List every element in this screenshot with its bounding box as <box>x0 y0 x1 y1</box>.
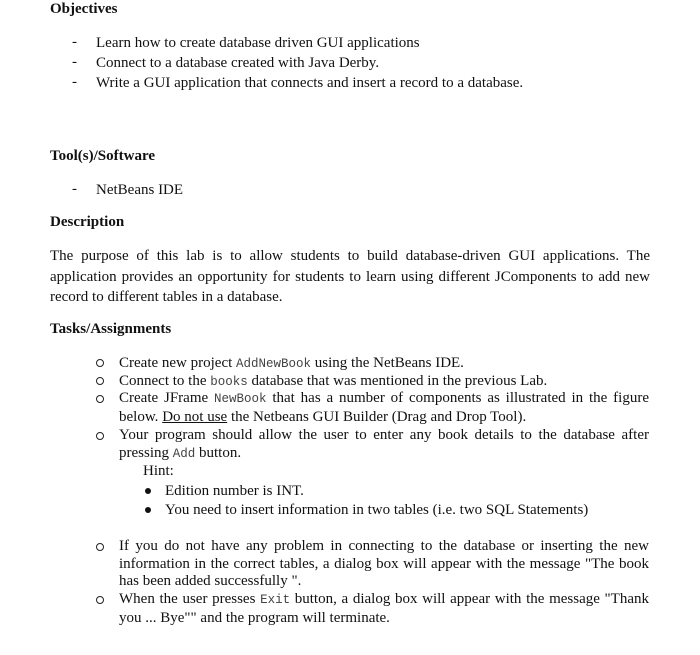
tools-heading: Tool(s)/Software <box>50 148 155 164</box>
code-add-button: Add <box>172 446 196 461</box>
code-database-name: books <box>210 375 248 389</box>
circle-bullet <box>96 543 104 551</box>
objective-item: Write a GUI application that connects and insert a record to a database. <box>96 75 524 91</box>
task-item-5: If you do not have any problem in connecting to the database or inserting the new information in the correct tables, a dialog box will appear with the message "The book has been added successfully ". <box>119 538 649 589</box>
circle-bullet <box>96 596 104 604</box>
circle-bullet <box>96 395 104 403</box>
circle-bullet <box>96 377 104 385</box>
task-item-6: When the user presses Exit button, a dialog box will appear with the message "Thank you ... Bye"" and the program will terminate. <box>119 591 649 626</box>
objective-item: Connect to a database created with Java Derby. <box>96 55 380 71</box>
dash-bullet: - <box>72 54 77 70</box>
tool-item: NetBeans IDE <box>96 182 184 198</box>
description-paragraph: The purpose of this lab is to allow students to build database-driven GUI applications. The application provides an opportunity for students to learn using different JComponents to add new record to different tables in a database. <box>50 248 650 305</box>
dash-bullet: - <box>72 34 77 50</box>
code-exit-button: Exit <box>260 593 291 607</box>
task-item-1: Create new project AddNewBook using the NetBeans IDE. <box>119 355 464 371</box>
hint-label: Hint: <box>143 463 174 479</box>
code-project-name: AddNewBook <box>236 357 312 371</box>
tasks-heading: Tasks/Assignments <box>50 321 172 337</box>
dot-bullet <box>145 488 151 494</box>
task-item-4: Your program should allow the user to enter any book details to the database after pressing Add button. <box>119 427 649 461</box>
objective-item: Learn how to create database driven GUI applications <box>96 35 420 51</box>
circle-bullet <box>96 359 104 367</box>
task-item-3: Create JFrame NewBook that has a number of components as illustrated in the figure below. Do not use the Netbeans GUI Builder (Drag and Drop Tool). <box>119 390 649 425</box>
dash-bullet: - <box>72 74 77 90</box>
hint-item: You need to insert information in two tables (i.e. two SQL Statements) <box>165 502 589 518</box>
task-item-2: Connect to the books database that was mentioned in the previous Lab. <box>119 373 548 389</box>
hint-item: Edition number is INT. <box>165 483 304 499</box>
circle-bullet <box>96 432 104 440</box>
description-heading: Description <box>50 214 125 230</box>
objectives-heading: Objectives <box>50 1 118 17</box>
dash-bullet: - <box>72 181 77 197</box>
dot-bullet <box>145 507 151 513</box>
code-frame-name: NewBook <box>213 392 267 406</box>
